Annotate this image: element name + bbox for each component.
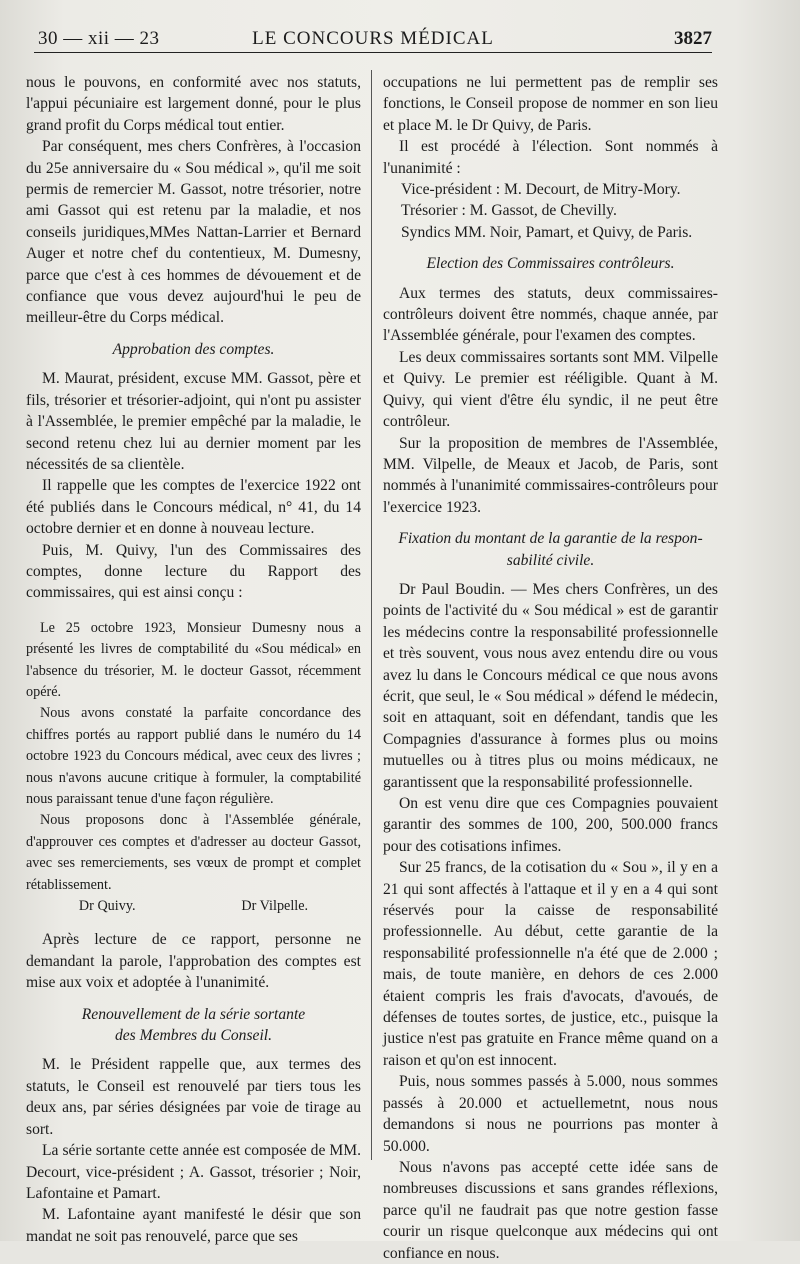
paragraph: nous le pouvons, en conformité avec nos statuts, l'appui pécuniaire est largement donné, pour le plus grand profit du Corps médical tout entier. [26, 74, 361, 134]
election-treasurer: Trésorier : M. Gassot, de Chevilly. [401, 202, 617, 220]
paragraph: Puis, M. Quivy, l'un des Commissaires des comptes, donne lecture du Rapport des commissaires, qui est ainsi conçu : [26, 541, 361, 602]
paragraph: occupations ne lui permettent pas de remplir ses fonctions, le Conseil propose de nommer en son lieu et place M. le Dr Quivy, de Paris. [383, 74, 718, 134]
paragraph: Par conséquent, mes chers Confrères, à l'occasion du 25e anniversaire du « Sou médical », qu'il me soit permis de remercier M. Gassot, notre trésorier, notre ami Gassot qui est retenu par la maladie, et nos conseils juridiques,MMes Nattan-Larrier et Bernard Auger et notre chef du contentieux, M. Dumesny, parce que c'est à ces hommes de dévouement et de confiance que vous devez aujourd'hui le peu de meilleur-être du Corps médical. [26, 138, 361, 327]
paragraph: M. Lafontaine ayant manifesté le désir que son mandat ne soit pas renouvelé, parce que ses [26, 1206, 361, 1245]
section-heading-line1: Fixation du montant de la garantie de la respon- [398, 530, 703, 548]
paragraph: Sur la proposition de membres de l'Assemblée, MM. Vilpelle, de Meaux et Jacob, de Paris, sont nommés à l'unanimité commissaires-contrôleurs pour l'exercice 1923. [383, 434, 718, 516]
section-heading-line2: sabilité civile. [506, 551, 595, 569]
paragraph: Aux termes des statuts, deux commissaires-contrôleurs doivent être nommés, chaque année, par l'Assemblée générale, pour l'examen des comptes. [383, 284, 718, 345]
election-syndics: Syndics MM. Noir, Pamart, et Quivy, de Paris. [401, 223, 693, 241]
paragraph: Sur 25 francs, de la cotisation du « Sou », il y en a 21 qui sont affectés à l'attaque et il y en a 4 qui sont réservés pour la caisse de responsabilité professionnelle. Au début, cette garantie de la responsabilité professionnelle n'a été que de 2.000 ; mais, de toute manière, en dehors de ces 2.000 étaient compris les frais d'avocats, d'avoués, de défenses de toutes sortes, de justice, etc., puisque la justice n'est pas gratuite en France même quand on a raison et qu'on est innocent. [383, 859, 718, 1069]
signature-vilpelle: Dr Vilpelle. [241, 898, 309, 915]
left-column [26, 72, 361, 1247]
report-paragraph: Nous avons constaté la parfaite concordance des chiffres portés au rapport publié dans le numéro du 14 octobre 1923 du Concours médical, avec ceux des livres ; nous n'avons aucune critique à formuler, la comptabilité nous paraissant tenue d'une façon régulière. [26, 705, 361, 807]
commissioners-report [26, 618, 361, 918]
signatures [26, 896, 361, 917]
report-paragraph: Le 25 octobre 1923, Monsieur Dumesny nous a présenté les livres de comptabilité du «Sou médical» en l'absence du trésorier, M. le docteur Gassot, récemment opéré. [26, 619, 361, 700]
election-list [383, 179, 718, 243]
paragraph: M. Maurat, président, excuse MM. Gassot, père et fils, trésorier et trésorier-adjoint, qui n'ont pu assister à l'Assemblée, le premier empêché par la maladie, le second retenu chez lui au dernier moment par les nécessités de sa clientèle. [26, 370, 361, 473]
paragraph: Nous n'avons pas accepté cette idée sans de nombreuses discussions et sans grandes réflexions, parce qu'il ne faudrait pas que notre gestion fasse courir un risque quelconque aux médecins qui ont confiance en nous. [383, 1158, 718, 1262]
paragraph: M. le Président rappelle que, aux termes des statuts, le Conseil est renouvelé par tiers tous les deux ans, par séries désignées par voie de tirage au sort. [26, 1056, 361, 1138]
section-heading [383, 528, 718, 571]
paragraph: Après lecture de ce rapport, personne ne demandant la parole, l'approbation des comptes est mise aux voix et adoptée à l'unanimité. [26, 931, 361, 992]
signature-quivy: Dr Quivy. [78, 898, 136, 915]
report-paragraph: Nous proposons donc à l'Assemblée générale, d'approuver ces comptes et d'adresser au docteur Gassot, avec ses remerciements, ses vœux de prompt et complet rétablissement. [26, 812, 361, 893]
section-heading [26, 1004, 361, 1047]
paragraph: Il rappelle que les comptes de l'exercice 1922 ont été publiés dans le Concours médical, n° 41, du 14 octobre dernier et en donne à nouveau lecture. [26, 477, 361, 538]
section-heading: Election des Commissaires contrôleurs. [426, 255, 675, 273]
paragraph: Les deux commissaires sortants sont MM. Vilpelle et Quivy. Le premier est rééligible. Quant à M. Quivy, qui vient d'être élu syndic, il ne peut être contrôleur. [383, 348, 718, 431]
running-header [34, 22, 712, 53]
paragraph: Puis, nous sommes passés à 5.000, nous sommes passés à 20.000 et actuellemetnt, nous nous demandons si nous ne pourrions pas monter à 50.000. [383, 1073, 718, 1155]
section-heading-line1: Renouvellement de la série sortante [81, 1005, 306, 1023]
column-divider [371, 70, 372, 1160]
paragraph: On est venu dire que ces Compagnies pouvaient garantir des sommes de 100, 200, 500.000 francs pour des cotisations infimes. [383, 795, 718, 855]
paragraph: La série sortante cette année est composée de MM. Decourt, vice-président ; A. Gassot, trésorier ; Noir, Lafontaine et Pamart. [26, 1142, 361, 1202]
section-heading-line2: des Membres du Conseil. [114, 1027, 273, 1045]
issue-reference: 30 — xii — 23 [38, 28, 160, 49]
journal-title: LE CONCOURS MÉDICAL [252, 28, 494, 49]
page-number: 3827 [674, 28, 712, 49]
right-column [383, 72, 718, 1264]
section-heading: Approbation des comptes. [112, 340, 275, 358]
election-vice-president: Vice-président : M. Decourt, de Mitry-Mory. [401, 181, 681, 199]
paragraph: Il est procédé à l'élection. Sont nommés à l'unanimité : [383, 138, 718, 177]
paragraph: Dr Paul Boudin. — Mes chers Confrères, un des points de l'activité du « Sou médical » est de garantir les médecins contre la responsabilité professionnelle et très souvent, vous nous avez entendu dire ou vous avez lu dans le Concours médical ce que nous avons écrit, que seul, le « Sou médical » défend le médecin, soit en attaquant, soit en défendant, tandis que les Compagnies d'assurance à formes plus ou moins mutuelles ou à titres plus ou moins médicaux, ne garantissent que la responsabilité professionnelle. [383, 580, 718, 791]
